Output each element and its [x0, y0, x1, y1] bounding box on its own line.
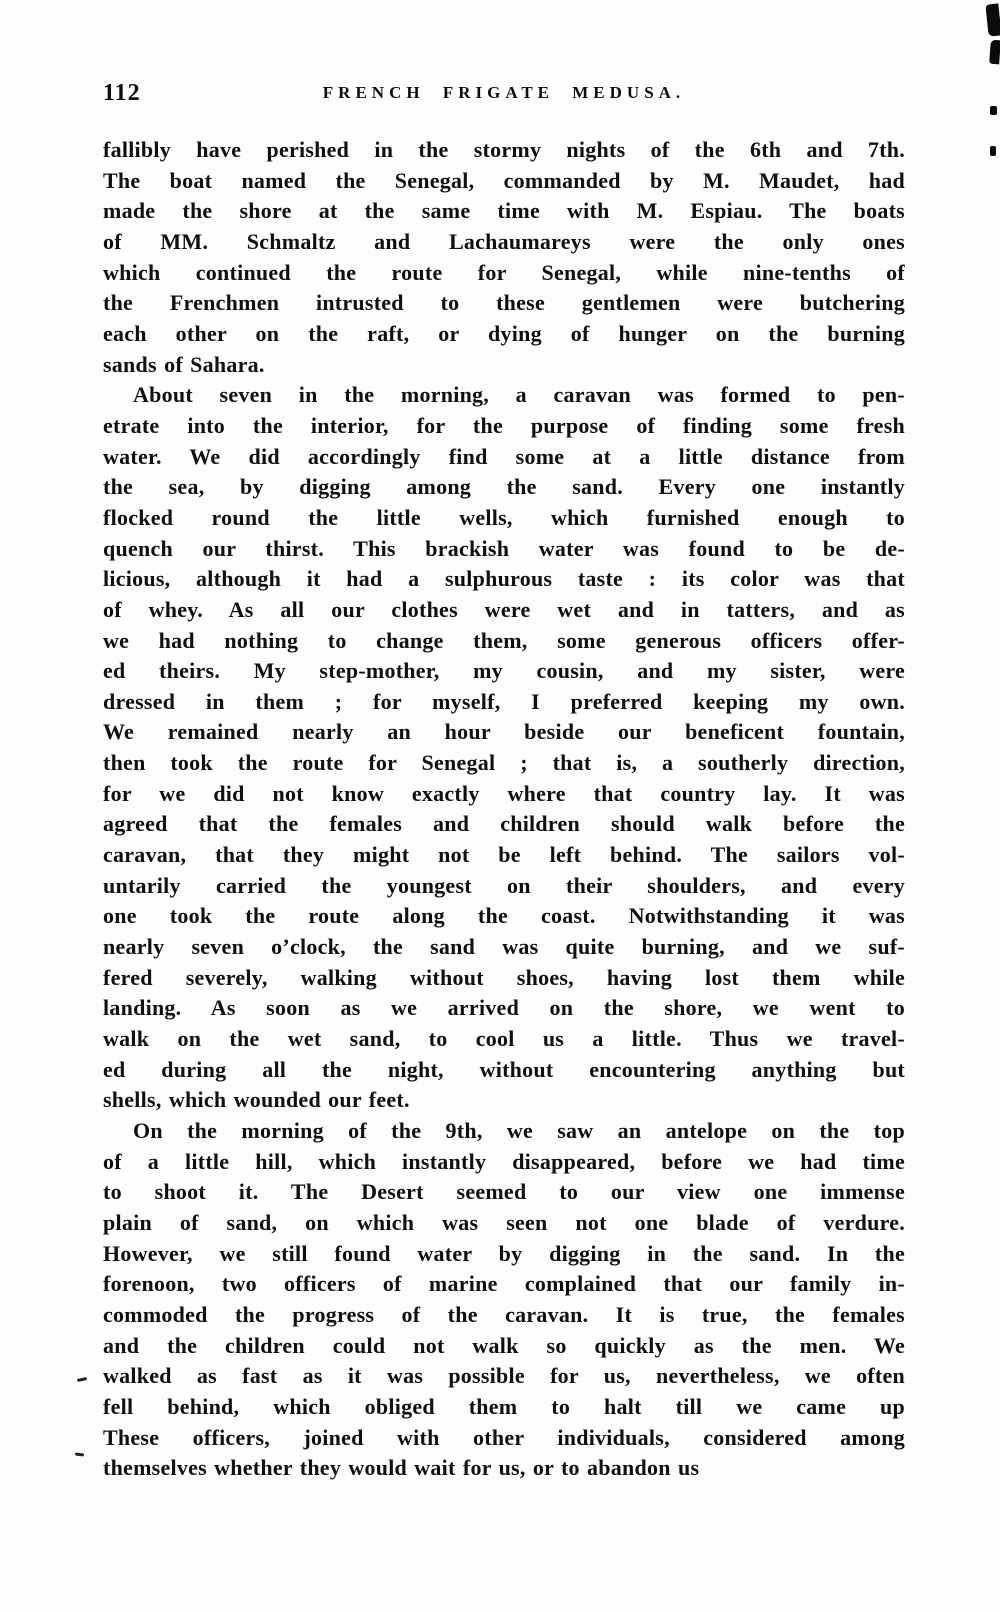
text-line: ed during all the night, without encountering anything but	[103, 1056, 905, 1082]
text-line: and the children could not walk so quickly as the men. We	[103, 1332, 905, 1358]
text-line: themselves whether they would wait for us, or to abandon us	[103, 1455, 700, 1481]
ink-speck	[990, 146, 996, 156]
text-line: fered severely, walking without shoes, having lost them while	[103, 964, 905, 990]
page-header	[103, 80, 905, 106]
text-line: fell behind, which obliged them to halt till we came up	[103, 1393, 905, 1419]
text-line: dressed in them ; for myself, I preferred keeping my own.	[103, 688, 905, 714]
text-line: of whey. As all our clothes were wet and in tatters, and as	[103, 596, 905, 622]
text-line: However, we still found water by digging in the sand. In the	[103, 1240, 905, 1266]
text-line: quench our thirst. This brackish water was found to be de-	[103, 535, 905, 561]
text-line: commoded the progress of the caravan. It is true, the females	[103, 1301, 905, 1327]
text-line: licious, although it had a sulphurous taste : its color was that	[103, 566, 905, 592]
ink-speck	[990, 106, 997, 115]
text-line: then took the route for Senegal ; that is, a southerly direction,	[103, 750, 905, 776]
paragraph	[103, 1116, 905, 1484]
running-title: FRENCH FRIGATE MEDUSA.	[322, 83, 686, 102]
text-line: walked as fast as it was possible for us, nevertheless, we often	[103, 1363, 905, 1389]
text-line: we had nothing to change them, some generous officers offer-	[103, 627, 905, 653]
ink-stain	[985, 3, 1000, 36]
text-line: of a little hill, which instantly disappeared, before we had time	[103, 1148, 905, 1174]
text-line: fallibly have perished in the stormy nights of the 6th and 7th.	[103, 137, 905, 162]
text-line: About seven in the morning, a caravan was formed to pen-	[133, 382, 905, 408]
page-number: 112	[103, 80, 141, 106]
text-line: agreed that the females and children should walk before the	[103, 811, 905, 837]
text-line: the sea, by digging among the sand. Every one instantly	[103, 474, 905, 500]
text-line: shells, which wounded our feet.	[103, 1087, 410, 1113]
text-line: walk on the wet sand, to cool us a little. Thus we travel-	[103, 1026, 905, 1052]
text-line: made the shore at the same time with M. Espiau. The boats	[103, 198, 905, 224]
text-line: We remained nearly an hour beside our beneficent fountain,	[103, 719, 905, 745]
text-line: nearly seven o’clock, the sand was quite burning, and we suf-	[103, 934, 905, 960]
paragraph	[103, 380, 905, 1116]
text-line: the Frenchmen intrusted to these gentlemen were butchering	[103, 290, 905, 316]
text-line: forenoon, two officers of marine complained that our family in-	[103, 1271, 905, 1297]
text-line: for we did not know exactly where that country lay. It was	[103, 780, 905, 806]
text-line: ed theirs. My step-mother, my cousin, and my sister, were	[103, 658, 905, 684]
margin-mark	[77, 1377, 87, 1382]
text-line: These officers, joined with other individuals, considered among	[103, 1424, 905, 1450]
text-line: caravan, that they might not be left behind. The sailors vol-	[103, 842, 905, 868]
text-line: to shoot it. The Desert seemed to our view one immense	[103, 1179, 905, 1205]
text-line: The boat named the Senegal, commanded by M. Maudet, had	[103, 167, 905, 193]
paragraph	[103, 135, 905, 380]
text-line: water. We did accordingly find some at a little distance from	[103, 443, 905, 469]
text-line: On the morning of the 9th, we saw an antelope on the top	[133, 1118, 905, 1143]
ink-stain	[989, 40, 1000, 65]
text-line: one took the route along the coast. Notwithstanding it was	[103, 903, 905, 929]
page-body	[103, 135, 905, 1484]
text-line: flocked round the little wells, which furnished enough to	[103, 504, 905, 530]
text-line: untarily carried the youngest on their shoulders, and every	[103, 872, 905, 898]
text-line: which continued the route for Senegal, while nine-tenths of	[103, 259, 905, 285]
text-line: etrate into the interior, for the purpose of finding some fresh	[103, 412, 905, 438]
margin-mark	[75, 1452, 84, 1456]
text-line: of MM. Schmaltz and Lachaumareys were the only ones	[103, 228, 905, 254]
text-line: sands of Sahara.	[103, 351, 265, 377]
text-line: landing. As soon as we arrived on the shore, we went to	[103, 995, 905, 1021]
text-line: each other on the raft, or dying of hunger on the burning	[103, 320, 905, 346]
text-line: plain of sand, on which was seen not one blade of verdure.	[103, 1209, 905, 1235]
